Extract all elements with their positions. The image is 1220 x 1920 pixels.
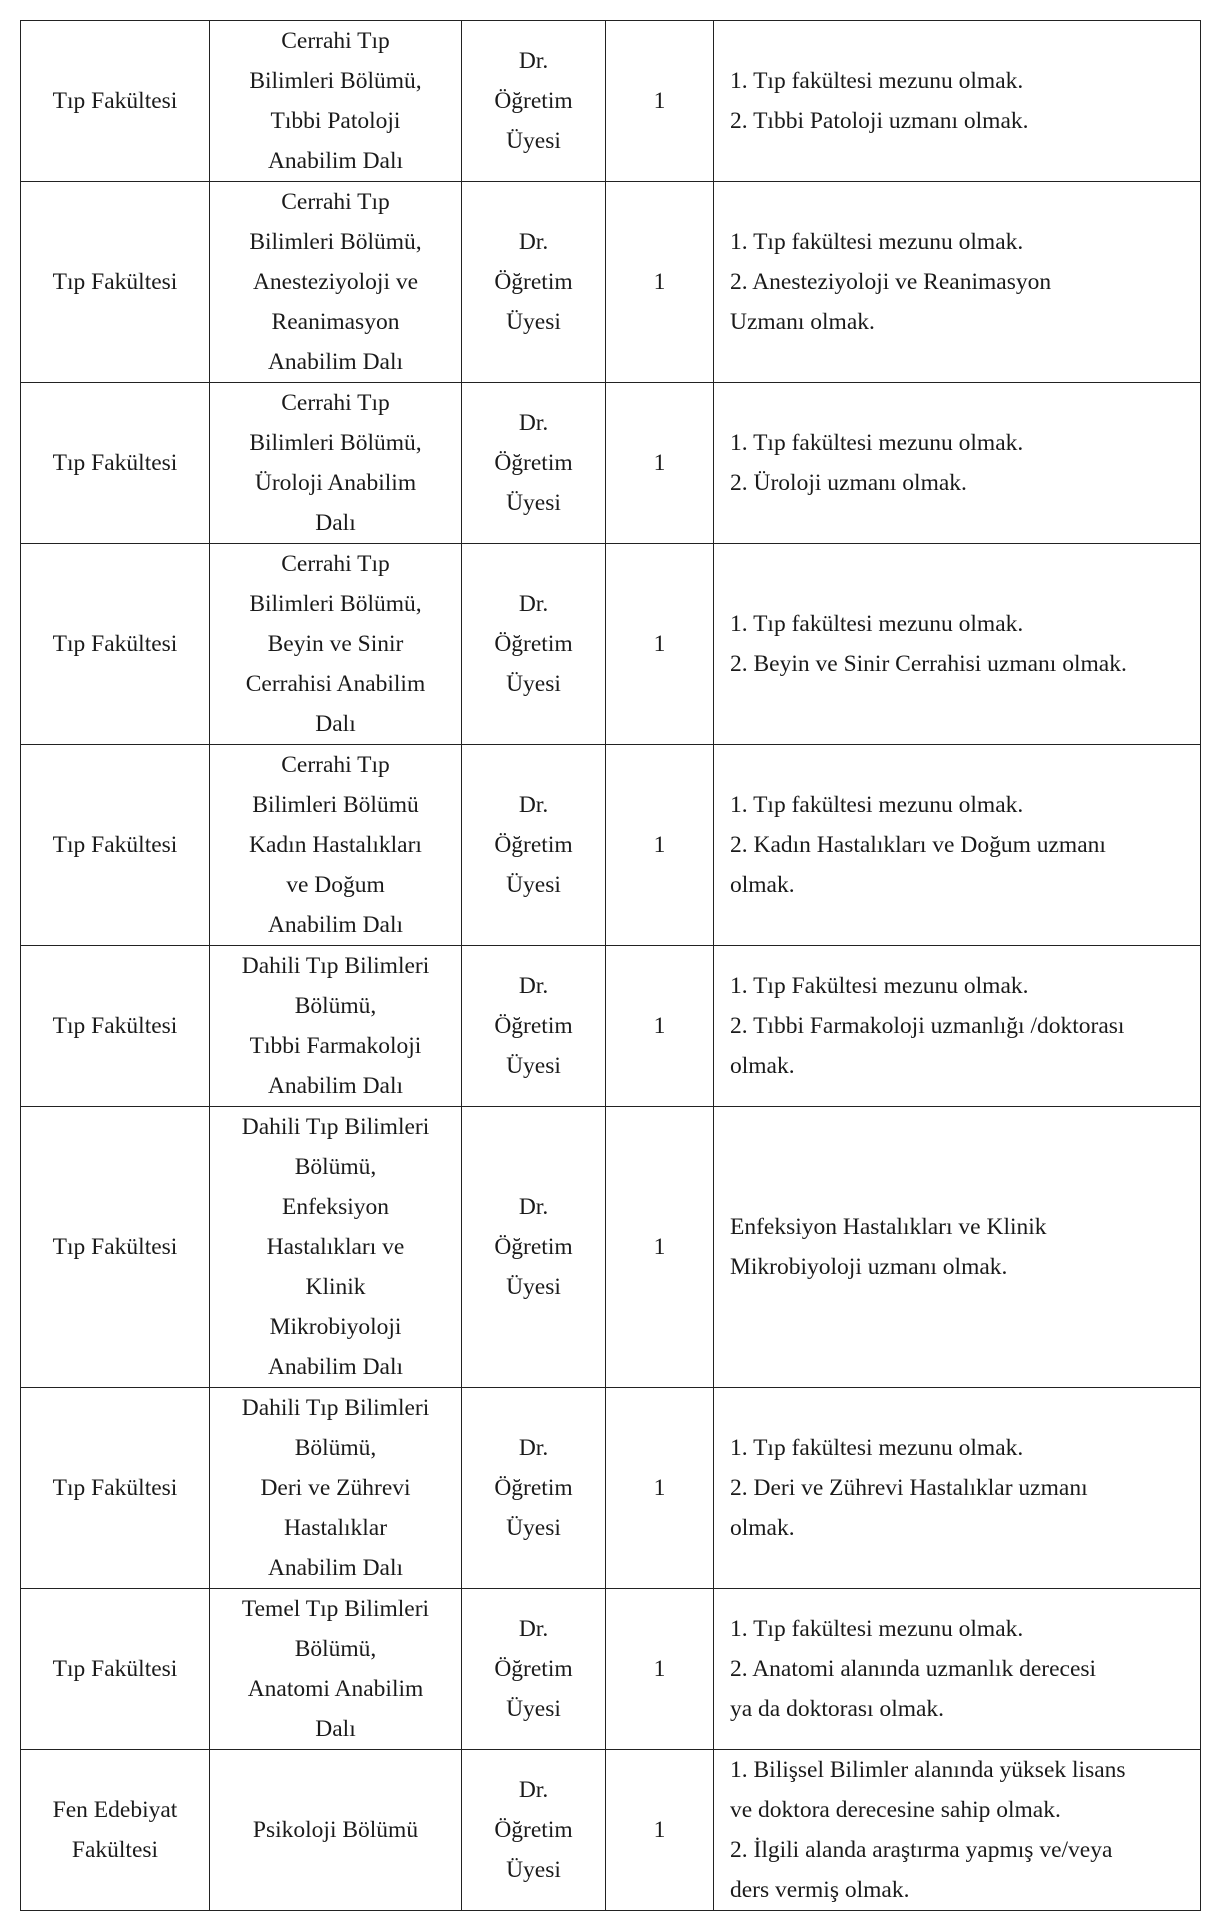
department-cell: Dahili Tıp Bilimleri Bölümü, Tıbbi Farmakoloji Anabilim Dalı (210, 946, 462, 1107)
title-cell: Dr. Öğretim Üyesi (462, 182, 606, 383)
requirements-cell: 1. Tıp fakültesi mezunu olmak. 2. Anesteziyoloji ve Reanimasyon Uzmanı olmak. (714, 182, 1201, 383)
title-cell: Dr. Öğretim Üyesi (462, 21, 606, 182)
faculty-cell: Tıp Fakültesi (21, 745, 210, 946)
count-cell: 1 (606, 21, 714, 182)
table-row (21, 1750, 1201, 1911)
requirements-cell: 1. Bilişsel Bilimler alanında yüksek lisans ve doktora derecesine sahip olmak. 2. İlgili alanda araştırma yapmış ve/veya ders vermiş olmak. (714, 1750, 1201, 1911)
table-row (21, 745, 1201, 946)
count-cell: 1 (606, 1589, 714, 1750)
requirements-cell: 1. Tıp fakültesi mezunu olmak. 2. Kadın Hastalıkları ve Doğum uzmanı olmak. (714, 745, 1201, 946)
requirements-cell: Enfeksiyon Hastalıkları ve Klinik Mikrobiyoloji uzmanı olmak. (714, 1107, 1201, 1388)
department-cell: Cerrahi Tıp Bilimleri Bölümü Kadın Hastalıkları ve Doğum Anabilim Dalı (210, 745, 462, 946)
faculty-cell: Tıp Fakültesi (21, 1589, 210, 1750)
count-cell: 1 (606, 383, 714, 544)
department-cell: Cerrahi Tıp Bilimleri Bölümü, Tıbbi Patoloji Anabilim Dalı (210, 21, 462, 182)
department-cell: Cerrahi Tıp Bilimleri Bölümü, Üroloji Anabilim Dalı (210, 383, 462, 544)
faculty-cell: Tıp Fakültesi (21, 182, 210, 383)
table-row (21, 21, 1201, 182)
department-cell: Cerrahi Tıp Bilimleri Bölümü, Anesteziyoloji ve Reanimasyon Anabilim Dalı (210, 182, 462, 383)
faculty-cell: Fen Edebiyat Fakültesi (21, 1750, 210, 1911)
requirements-cell: 1. Tıp fakültesi mezunu olmak. 2. Beyin ve Sinir Cerrahisi uzmanı olmak. (714, 544, 1201, 745)
count-cell: 1 (606, 1107, 714, 1388)
count-cell: 1 (606, 182, 714, 383)
position-table (20, 20, 1201, 1911)
department-cell: Cerrahi Tıp Bilimleri Bölümü, Beyin ve Sinir Cerrahisi Anabilim Dalı (210, 544, 462, 745)
count-cell: 1 (606, 946, 714, 1107)
title-cell: Dr. Öğretim Üyesi (462, 544, 606, 745)
faculty-cell: Tıp Fakültesi (21, 1388, 210, 1589)
title-cell: Dr. Öğretim Üyesi (462, 1750, 606, 1911)
faculty-cell: Tıp Fakültesi (21, 21, 210, 182)
requirements-cell: 1. Tıp fakültesi mezunu olmak. 2. Tıbbi Patoloji uzmanı olmak. (714, 21, 1201, 182)
table-row (21, 1107, 1201, 1388)
table-row (21, 1589, 1201, 1750)
count-cell: 1 (606, 1388, 714, 1589)
department-cell: Temel Tıp Bilimleri Bölümü, Anatomi Anabilim Dalı (210, 1589, 462, 1750)
count-cell: 1 (606, 1750, 714, 1911)
table-row (21, 383, 1201, 544)
faculty-cell: Tıp Fakültesi (21, 946, 210, 1107)
requirements-cell: 1. Tıp fakültesi mezunu olmak. 2. Üroloji uzmanı olmak. (714, 383, 1201, 544)
table-row (21, 182, 1201, 383)
requirements-cell: 1. Tıp fakültesi mezunu olmak. 2. Anatomi alanında uzmanlık derecesi ya da doktorası olmak. (714, 1589, 1201, 1750)
requirements-cell: 1. Tıp Fakültesi mezunu olmak. 2. Tıbbi Farmakoloji uzmanlığı /doktorası olmak. (714, 946, 1201, 1107)
count-cell: 1 (606, 745, 714, 946)
title-cell: Dr. Öğretim Üyesi (462, 1107, 606, 1388)
table-row (21, 946, 1201, 1107)
faculty-cell: Tıp Fakültesi (21, 544, 210, 745)
faculty-cell: Tıp Fakültesi (21, 383, 210, 544)
count-cell: 1 (606, 544, 714, 745)
requirements-cell: 1. Tıp fakültesi mezunu olmak. 2. Deri ve Zührevi Hastalıklar uzmanı olmak. (714, 1388, 1201, 1589)
faculty-cell: Tıp Fakültesi (21, 1107, 210, 1388)
department-cell: Dahili Tıp Bilimleri Bölümü, Enfeksiyon Hastalıkları ve Klinik Mikrobiyoloji Anabilim Dalı (210, 1107, 462, 1388)
title-cell: Dr. Öğretim Üyesi (462, 383, 606, 544)
title-cell: Dr. Öğretim Üyesi (462, 745, 606, 946)
department-cell: Psikoloji Bölümü (210, 1750, 462, 1911)
table-row (21, 1388, 1201, 1589)
title-cell: Dr. Öğretim Üyesi (462, 1388, 606, 1589)
table-row (21, 544, 1201, 745)
title-cell: Dr. Öğretim Üyesi (462, 1589, 606, 1750)
department-cell: Dahili Tıp Bilimleri Bölümü, Deri ve Zührevi Hastalıklar Anabilim Dalı (210, 1388, 462, 1589)
title-cell: Dr. Öğretim Üyesi (462, 946, 606, 1107)
